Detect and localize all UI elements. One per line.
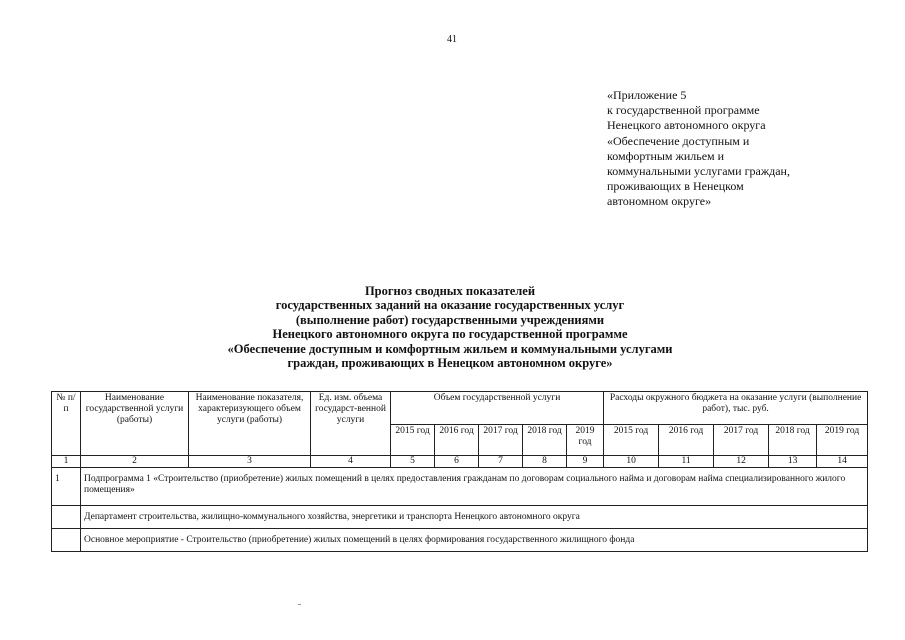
title-line: Ненецкого автономного округа по государственной программе — [272, 327, 628, 342]
expense-year: 2017 год — [714, 425, 769, 456]
appendix-line: комфортным жильем и — [607, 148, 725, 163]
column-number-row — [52, 456, 868, 468]
table-row — [52, 506, 868, 529]
column-number: 14 — [817, 456, 868, 468]
title-line: государственных заданий на оказание государственных услуг — [275, 298, 625, 313]
volume-year: 2016 год — [435, 425, 479, 456]
header-service-name: Наименование государственной услуги (работы) — [81, 392, 189, 456]
column-number: 12 — [714, 456, 769, 468]
appendix-line: Ненецкого автономного округа — [607, 118, 766, 133]
header-indicator-name: Наименование показателя, характеризующего объем услуги (работы) — [189, 392, 311, 456]
expense-year: 2018 год — [769, 425, 817, 456]
expense-year: 2019 год — [817, 425, 868, 456]
column-number: 1 — [52, 456, 81, 468]
appendix-line: проживающих в Ненецком — [607, 179, 744, 194]
document-title — [120, 284, 780, 370]
table-row — [52, 529, 868, 552]
title-line: (выполнение работ) государственными учреждениями — [295, 312, 605, 327]
appendix-line: «Обеспечение доступным и — [607, 133, 750, 148]
page-number: 41 — [447, 34, 457, 45]
table-header-row — [52, 392, 868, 425]
subprogram-text: Подпрограмма 1 «Строительство (приобретение) жилых помещений в целях предоставления гражданам по договорам социального найма и договорам найма специализированного жилого помещения» — [81, 468, 868, 506]
volume-year: 2015 год — [391, 425, 435, 456]
volume-year: 2017 год — [479, 425, 523, 456]
volume-year: 2018 год — [523, 425, 567, 456]
title-line: граждан, проживающих в Ненецком автономном округе» — [287, 356, 613, 371]
expense-year: 2016 год — [659, 425, 714, 456]
header-expense-group: Расходы окружного бюджета на оказание услуги (выполнение работ), тыс. руб. — [604, 392, 868, 425]
column-number: 3 — [189, 456, 311, 468]
row-num — [52, 529, 81, 552]
expense-year: 2015 год — [604, 425, 659, 456]
appendix-line: к государственной программе — [607, 103, 760, 118]
row-num — [52, 506, 81, 529]
title-line: «Обеспечение доступным и комфортным жильем и коммунальными услугами — [227, 341, 673, 356]
appendix-line: автономном округе» — [607, 194, 712, 209]
column-number: 9 — [567, 456, 604, 468]
scan-artifact — [298, 604, 301, 605]
column-number: 2 — [81, 456, 189, 468]
department-text: Департамент строительства, жилищно-коммунального хозяйства, энергетики и транспорта Ненецкого автономного округа — [81, 506, 868, 529]
column-number: 13 — [769, 456, 817, 468]
row-num: 1 — [52, 468, 81, 506]
forecast-table — [51, 391, 868, 552]
column-number: 8 — [523, 456, 567, 468]
column-number: 10 — [604, 456, 659, 468]
header-unit: Ед. изм. объема государст-венной услуги — [311, 392, 391, 456]
appendix-note — [607, 88, 867, 210]
appendix-line: коммунальными услугами граждан, — [607, 164, 790, 179]
column-number: 4 — [311, 456, 391, 468]
appendix-line: «Приложение 5 — [607, 88, 687, 102]
column-number: 11 — [659, 456, 714, 468]
column-number: 6 — [435, 456, 479, 468]
column-number: 5 — [391, 456, 435, 468]
volume-year: 2019 год — [567, 425, 604, 456]
header-num: № п/п — [52, 392, 81, 456]
main-activity-text: Основное мероприятие - Строительство (приобретение) жилых помещений в целях формирования государственного жилищного фонда — [81, 529, 868, 552]
table-row — [52, 468, 868, 506]
header-volume-group: Объем государственной услуги — [391, 392, 604, 425]
title-line: Прогноз сводных показателей — [364, 284, 536, 298]
column-number: 7 — [479, 456, 523, 468]
